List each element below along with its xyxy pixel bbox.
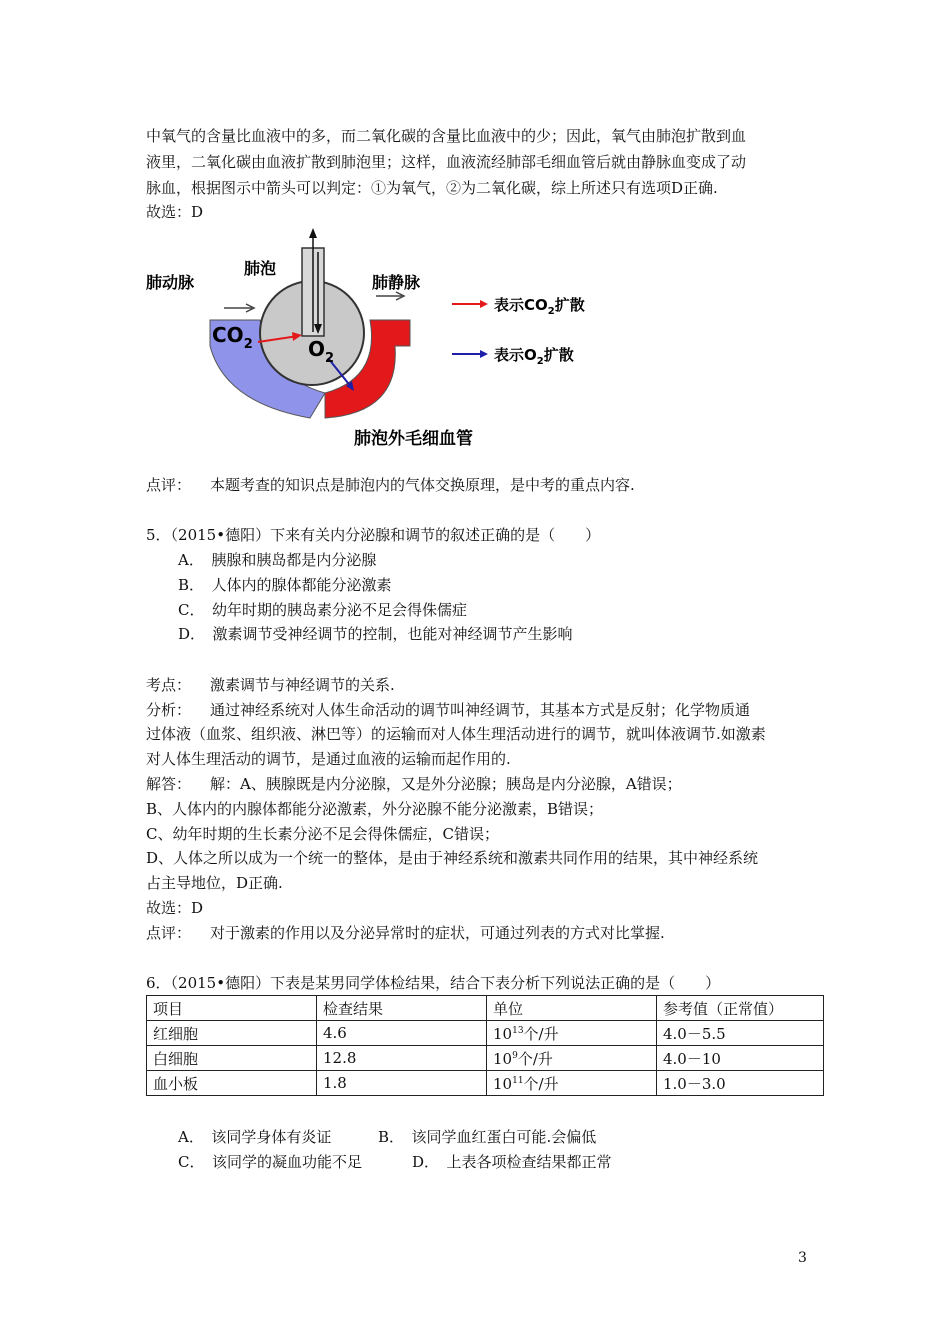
label-alveolus: 肺泡 [244,259,277,278]
q5-kaodian-text: 激素调节与神经调节的关系. [210,676,395,694]
label-capillary: 肺泡外毛细血管 [354,429,473,449]
q5-option-d: D． 激素调节受神经调节的控制，也能对神经调节产生影响 [178,625,573,643]
q5-solution-label: 解答： [146,775,192,793]
legend-o2-arrowhead [480,350,488,358]
unit-base: 10 [493,1049,513,1068]
q5-analysis-2: 过体液（血浆、组织液、淋巴等）的运输而对人体生理活动进行的调节，就叫体液调节.如激素 [146,725,766,743]
q5-comment [146,921,665,945]
cell-item: 红细胞 [147,1021,317,1046]
cell-unit [487,1071,657,1096]
q5-stem: 5．（2015•德阳）下来有关内分泌腺和调节的叙述正确的是（ ） [146,526,601,544]
unit-base: 10 [493,1074,513,1093]
comment4-label: 点评： [146,476,192,494]
legend-o2-sub: 2 [536,356,544,367]
unit-exponent: 9 [512,1050,518,1061]
q5-analysis-3: 对人体生理活动的调节，是通过血液的运输而起作用的. [146,750,511,768]
header-unit: 单位 [487,996,657,1021]
label-pulmonary-artery: 肺动脉 [146,273,195,292]
label-o2-sub: 2 [325,351,335,366]
q6-options-row-2 [178,1150,612,1174]
q5-comment-text: 对于激素的作用以及分泌异常时的症状，可通过列表的方式对比掌握. [210,924,665,942]
table-row [147,1046,824,1071]
comment4 [146,473,635,497]
legend-o2-post: 扩散 [543,346,574,364]
cell-item: 白细胞 [147,1046,317,1071]
unit-rest: 个/升 [517,1049,553,1068]
q6-option-b: B． 该同学血红蛋白可能.会偏低 [378,1128,597,1146]
q5-option-b: B． 人体内的腺体都能分泌激素 [178,576,392,594]
page-number: 3 [798,1250,807,1266]
q5-option-c: C． 幼年时期的胰岛素分泌不足会得侏儒症 [178,601,467,619]
q5-analysis-text-1: 通过神经系统对人体生命活动的调节叫神经调节，其基本方式是反射；化学物质通 [210,701,751,719]
cell-result: 4.6 [317,1021,487,1046]
label-pulmonary-vein: 肺静脉 [372,273,421,292]
legend-co2-post: 扩散 [554,296,585,314]
comment4-text: 本题考查的知识点是肺泡内的气体交换原理，是中考的重点内容. [210,476,635,494]
legend-o2-pre: 表示O [494,346,537,364]
legend-co2-pre: 表示CO [494,296,548,314]
cell-unit [487,1046,657,1071]
table-row [147,1021,824,1046]
q5-option-a: A． 胰腺和胰岛都是内分泌腺 [178,551,377,569]
cell-unit [487,1021,657,1046]
unit-exponent: 11 [512,1075,524,1086]
intro-line-2: 液里，二氧化碳由血液扩散到肺泡里；这样，血液流经肺部毛细血管后就由静脉血变成了动 [146,153,747,171]
q5-solution-3: C、幼年时期的生长素分泌不足会得侏儒症，C错误； [146,825,499,843]
cell-reference: 4.0－5.5 [657,1021,824,1046]
label-o2-base: O [308,337,326,361]
q5-analysis-1 [146,698,750,722]
intro-line-1: 中氧气的含量比血液中的多，而二氧化碳的含量比血液中的少；因此，氧气由肺泡扩散到血 [146,127,747,145]
cell-reference: 1.0－3.0 [657,1071,824,1096]
alveolus-diagram-svg [140,228,620,458]
q5-solution-5: 占主导地位，D正确. [146,874,283,892]
cell-item: 血小板 [147,1071,317,1096]
legend-co2-sub: 2 [547,306,555,317]
table-row [147,1071,824,1096]
label-co2-sub: 2 [243,337,253,352]
cell-reference: 4.0－10 [657,1046,824,1071]
intro-line-3: 脉血，根据图示中箭头可以判定：①为氧气，②为二氧化碳，综上所述只有选项D正确. [146,179,718,197]
q5-analysis-label: 分析： [146,701,192,719]
cell-result: 1.8 [317,1071,487,1096]
unit-rest: 个/升 [523,1024,559,1043]
air-up-arrowhead [309,228,317,238]
table-header-row [147,996,824,1021]
label-co2-base: CO [212,323,244,347]
q6-options-row-1 [178,1125,596,1149]
q5-answer: 故选：D [146,899,204,917]
cell-result: 12.8 [317,1046,487,1071]
legend-co2-text [494,296,585,317]
legend-co2-arrowhead [480,300,488,308]
intro-answer: 故选：D [146,203,204,221]
alveolus-diagram [140,228,620,458]
q5-solution-text-1: 解：A、胰腺既是内分泌腺，又是外分泌腺；胰岛是内分泌腺，A错误； [210,775,682,793]
unit-rest: 个/升 [523,1074,559,1093]
q6-option-d: D． 上表各项检查结果都正常 [412,1153,612,1171]
q5-solution-4: D、人体之所以成为一个统一的整体，是由于神经系统和激素共同作用的结果，其中神经系统 [146,849,759,867]
q5-comment-label: 点评： [146,924,192,942]
q6-option-c: C． 该同学的凝血功能不足 [178,1153,362,1171]
unit-base: 10 [493,1024,513,1043]
q5-solution-1 [146,772,682,796]
q5-kaodian-label: 考点： [146,676,192,694]
q5-solution-2: B、人体内的内腺体都能分泌激素，外分泌腺不能分泌激素，B错误； [146,800,604,818]
legend-o2-text [494,346,574,367]
q5-kaodian [146,673,395,697]
header-result: 检查结果 [317,996,487,1021]
q6-option-a: A． 该同学身体有炎证 [178,1128,332,1146]
q6-stem: 6．（2015•德阳）下表是某男同学体检结果，结合下表分析下列说法正确的是（ ） [146,974,721,992]
unit-exponent: 13 [512,1025,524,1036]
exam-results-table [146,995,824,1096]
header-item: 项目 [147,996,317,1021]
header-reference: 参考值（正常值） [657,996,824,1021]
